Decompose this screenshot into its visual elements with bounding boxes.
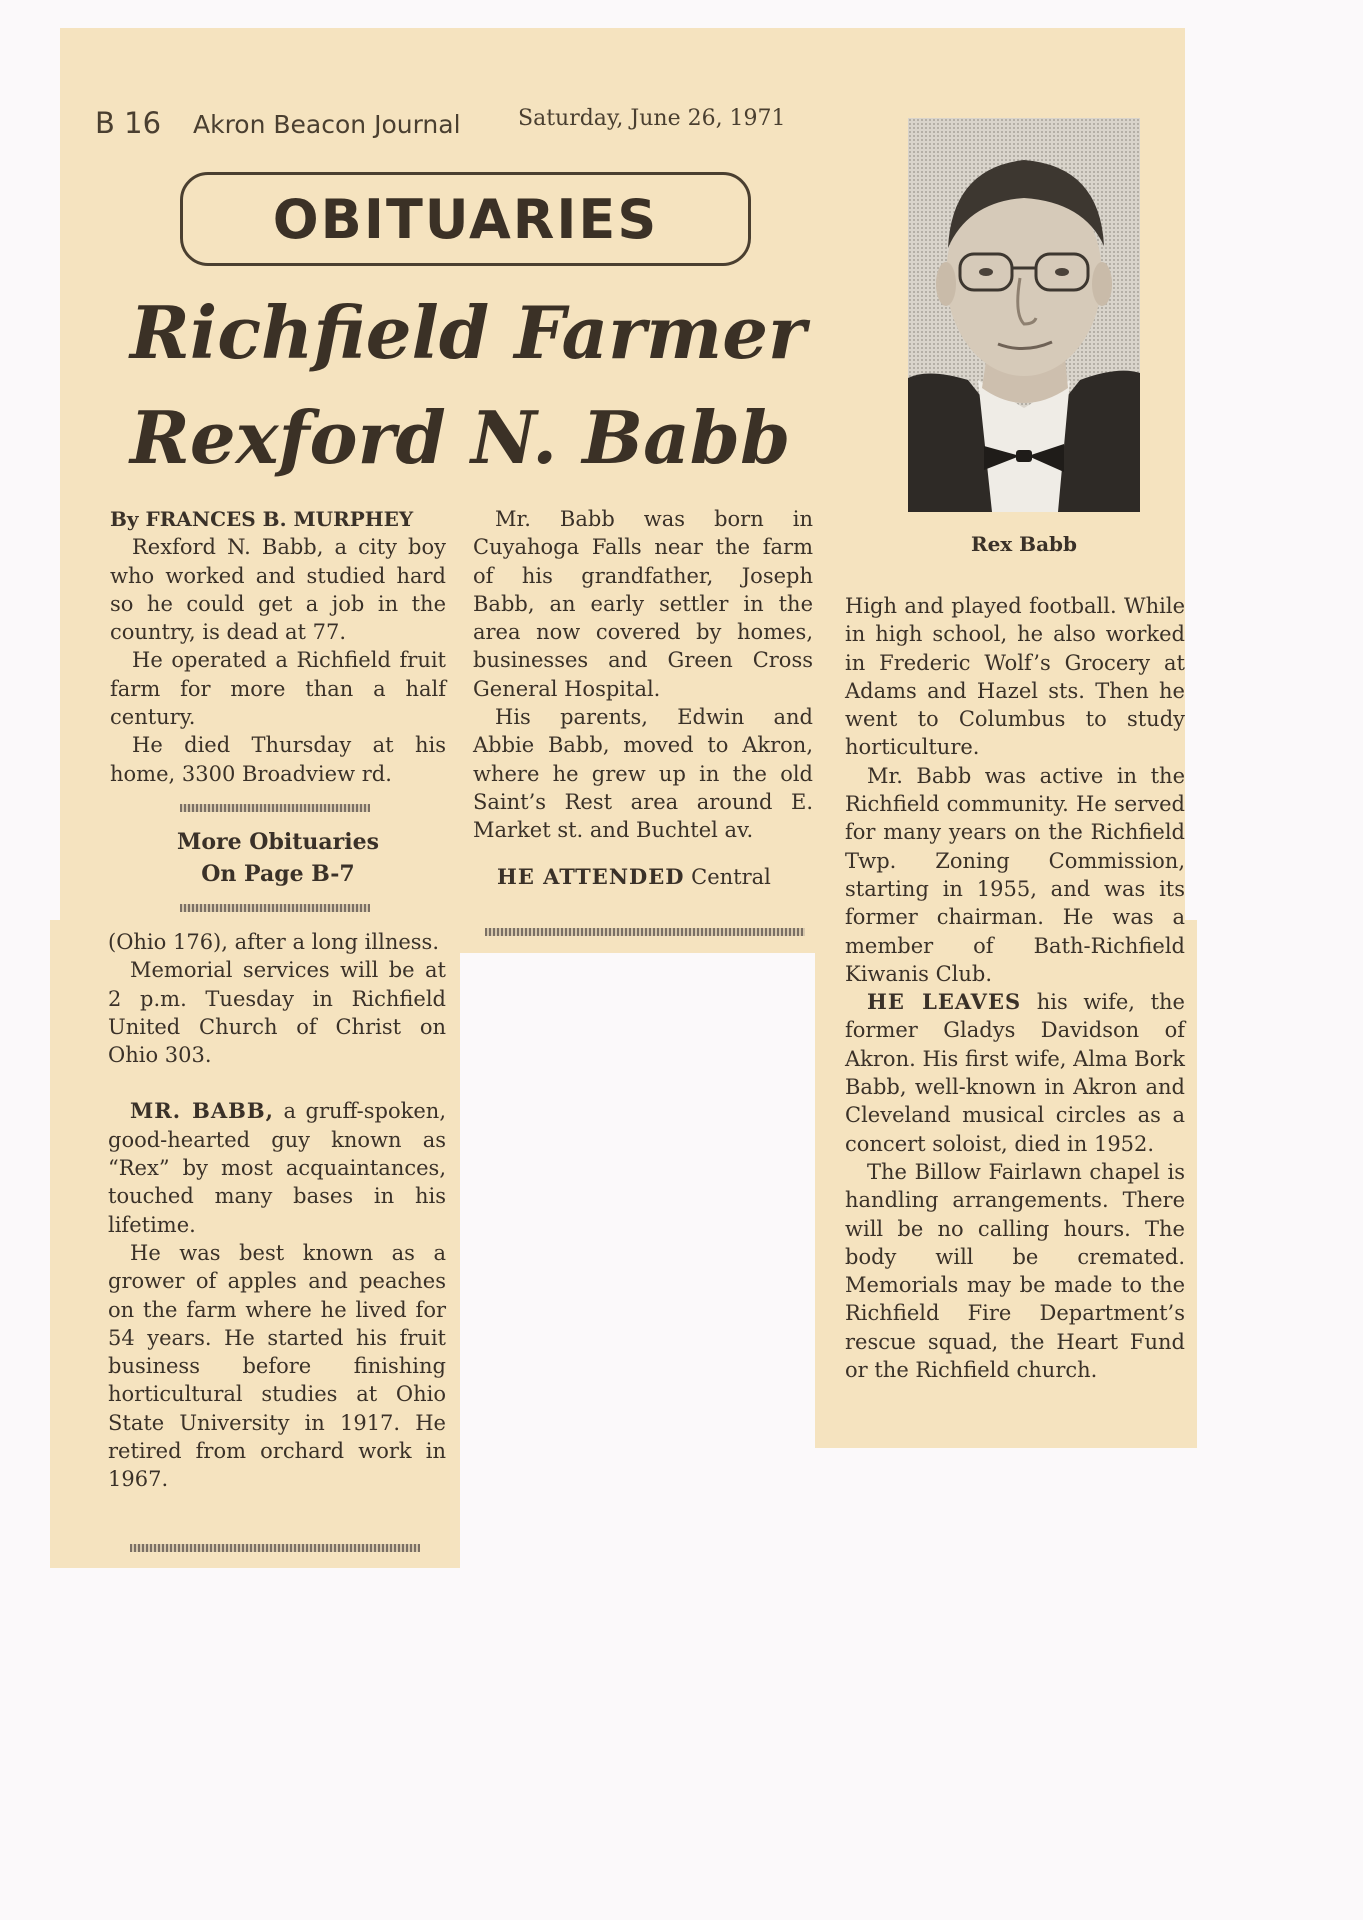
paragraph: Mr. Babb was born in Cuyahoga Falls near the farm of his grandfather, Joseph Babb, an early settler in the area now covered by homes, businesses and Green Cross General Hospital.	[473, 507, 813, 701]
photo-caption: Rex Babb	[970, 532, 1078, 556]
article-column-right	[845, 592, 1185, 1384]
paragraph	[108, 1097, 446, 1238]
paragraph: He was best known as a grower of apples and peaches on the farm where he lived for 54 years. He started his fruit business before finishing horticultural studies at Ohio State University in 1917. He retired from orchard work in 1967.	[108, 1240, 446, 1492]
byline: By FRANCES B. MURPHEY	[110, 507, 414, 531]
article-column-middle	[473, 505, 813, 891]
paragraph-text: Central	[684, 864, 771, 889]
column-rule	[130, 1544, 420, 1552]
paragraph: High and played football. While in high school, he also worked in Frederic Wolf’s Grocery at Adams and Hazel sts. Then he went to Columbus to study horticulture.	[845, 594, 1185, 760]
column-rule	[180, 904, 370, 912]
section-title: OBITUARIES	[272, 187, 659, 251]
more-obituaries-box	[110, 808, 446, 890]
paragraph: Memorial services will be at 2 p.m. Tuesday in Richfield United Church of Christ on Ohio 303.	[108, 958, 446, 1068]
portrait-photo	[908, 118, 1140, 512]
article-column-left-top	[110, 505, 446, 788]
paragraph: He died Thursday at his home, 3300 Broadview rd.	[110, 733, 446, 786]
page-number: B 16	[95, 106, 162, 140]
paragraph: He operated a Richfield fruit farm for more than a half century.	[110, 648, 446, 730]
more-obituaries-line-2: On Page B-7	[201, 861, 355, 887]
newspaper-name: Akron Beacon Journal	[193, 110, 461, 139]
subhead: HE ATTENDED	[497, 863, 685, 889]
paragraph: His parents, Edwin and Abbie Babb, moved to Akron, where he grew up in the old Saint’s Rest area around E. Market st. and Buchtel av.	[473, 705, 813, 843]
paragraph: Mr. Babb was active in the Richfield community. He served for many years on the Richfield Twp. Zoning Commission, starting in 1955, and was its former chairman. He was a member of Bath-Richfield Kiwanis Club.	[845, 763, 1185, 986]
paragraph: Rexford N. Babb, a city boy who worked and studied hard so he could get a job in the country, is dead at 77.	[110, 535, 446, 645]
publication-date: Saturday, June 26, 1971	[518, 106, 786, 131]
portrait-image	[908, 118, 1140, 512]
paragraph: The Billow Fairlawn chapel is handling arrangements. There will be no calling hours. The body will be cremated. Memorials may be made to the Richfield Fire Department’s rescue squad, the Heart Fund or the Richfield church.	[845, 1159, 1185, 1383]
paragraph	[473, 863, 813, 891]
section-banner	[180, 172, 751, 266]
paragraph-text: his wife, the former Gladys Davidson of Akron. His first wife, Alma Bork Babb, well-known in Akron and Cleveland musical circles as a concert soloist, died in 1952.	[845, 990, 1185, 1156]
subhead: HE LEAVES	[867, 989, 1022, 1015]
more-obituaries-heading	[110, 826, 446, 890]
article-column-left-bottom	[108, 928, 446, 1494]
subhead: MR. BABB,	[130, 1098, 274, 1124]
column-rule	[485, 928, 805, 936]
headline-line-2: Rexford N. Babb	[130, 395, 791, 480]
paragraph: (Ohio 176), after a long illness.	[108, 930, 439, 954]
paragraph-text: a gruff-spoken, good-hearted guy known as “Rex” by most acquaintances, touched many bases in his lifetime.	[108, 1099, 446, 1237]
paragraph	[845, 988, 1185, 1158]
headline-line-1: Richfield Farmer	[130, 290, 806, 375]
more-obituaries-line-1: More Obituaries	[177, 829, 379, 855]
